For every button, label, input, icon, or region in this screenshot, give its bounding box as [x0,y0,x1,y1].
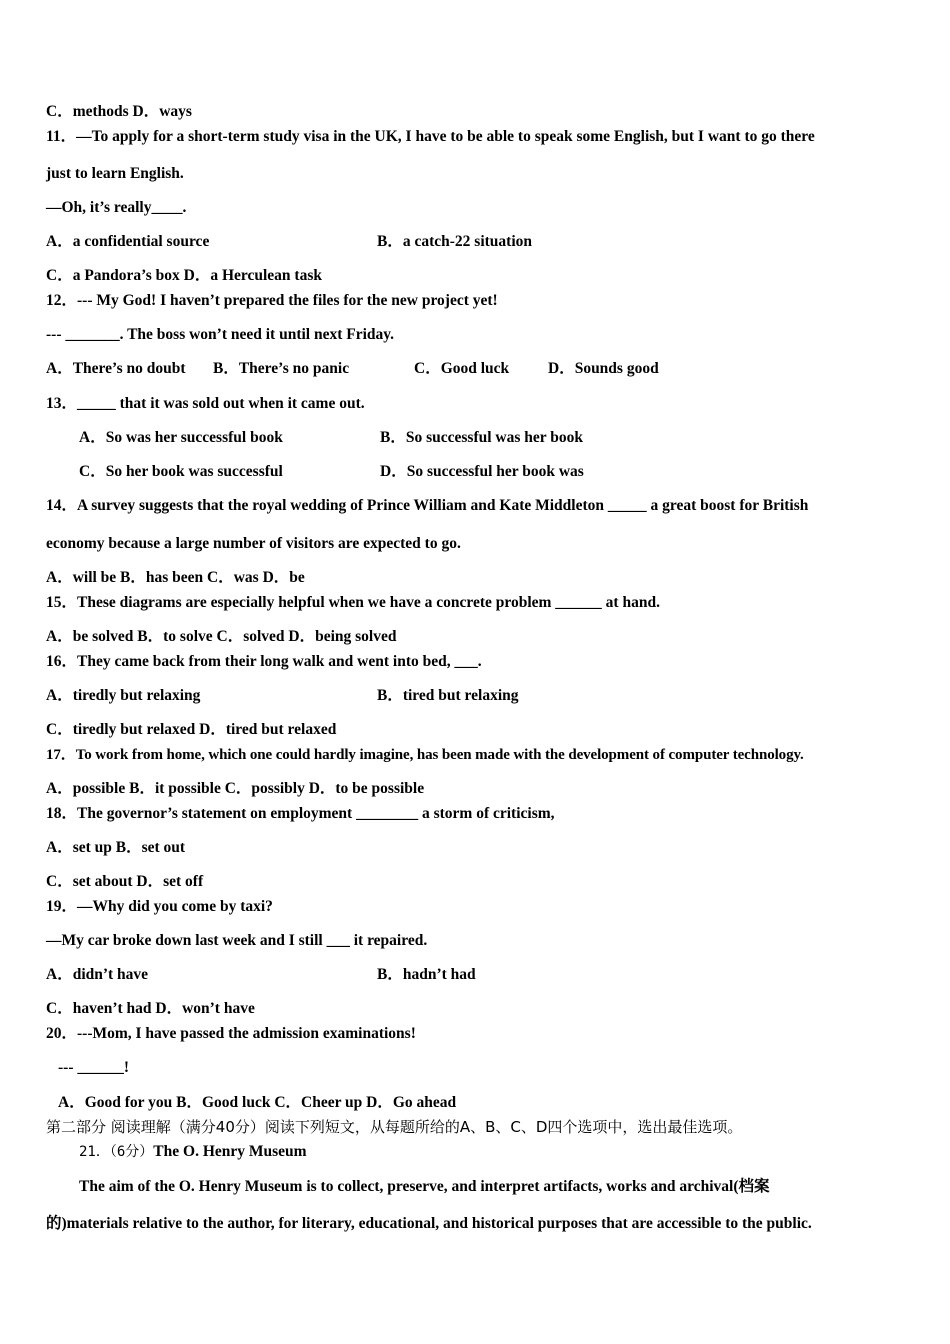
q13-option-d: D．So successful her book was [380,463,584,480]
q12-option-b: B．There’s no panic [213,360,350,377]
passage-title: The O. Henry Museum [153,1143,307,1160]
q20-stem: 20．---Mom, I have passed the admission examinations! [46,1025,416,1042]
q16-options-cd: C．tiredly but relaxed D．tired but relaxed [46,721,337,738]
q15-stem: 15．These diagrams are especially helpful when we have a concrete problem ______ at hand. [46,594,660,611]
q12-response: --- _______. The boss won’t need it until next Friday. [46,326,395,343]
q18-options-cd: C．set about D．set off [46,873,204,890]
q12-stem: 12．--- My God! I haven’t prepared the files for the new project yet! [46,292,498,309]
q12-option-d: D．Sounds good [548,360,659,377]
q17-stem: 17．To work from home, which one could hardly imagine, has been made with the development of computer technology. [46,747,804,763]
q13-option-a: A．So was her successful book [79,429,283,446]
q16-option-b: B．tired but relaxing [377,687,519,704]
q15-options: A．be solved B．to solve C．solved D．being solved [46,628,397,645]
q19-option-b: B．hadn’t had [377,966,476,983]
q10-options-cd: C．methods D．ways [46,103,192,120]
q19-options-cd: C．haven’t had D．won’t have [46,1000,255,1017]
q11-response: —Oh, it’s really____. [46,199,187,216]
q18-stem: 18．The governor’s statement on employment ________ a storm of criticism, [46,805,555,822]
q21-number: 21．（6分） [79,1144,154,1160]
q19-stem: 19．—Why did you come by taxi? [46,898,273,915]
q12-option-c: C．Good luck [414,360,510,377]
q12-option-a: A．There’s no doubt [46,360,186,377]
q11-option-b: B．a catch-22 situation [377,233,533,250]
q18-options-ab: A．set up B．set out [46,839,186,856]
q11-option-a: A．a confidential source [46,233,210,250]
q16-option-a: A．tiredly but relaxing [46,687,201,704]
q20-response: --- ______! [58,1059,130,1076]
q20-options: A．Good for you B．Good luck C．Cheer up D．Go ahead [58,1094,457,1111]
q11-stem-line1: 11．—To apply for a short-term study visa in the UK, I have to be able to speak some English, but I want to go there [46,128,815,145]
q14-options: A．will be B．has been C．was D．be [46,569,305,586]
q11-stem-line2: just to learn English. [46,165,184,182]
part2-heading: 第二部分 阅读理解（满分40分）阅读下列短文，从每题所给的A、B、C、D四个选项中，选出最佳选项。 [46,1118,743,1136]
q14-stem-line1: 14．A survey suggests that the royal wedding of Prince William and Kate Middleton _____ a great boost for British [46,497,809,514]
passage-paragraph-line1: The aim of the O. Henry Museum is to collect, preserve, and interpret artifacts, works and archival(档案 [79,1178,770,1195]
q16-stem: 16．They came back from their long walk and went into bed, ___. [46,653,482,670]
q13-option-b: B．So successful was her book [380,429,583,446]
q11-options-cd: C．a Pandora’s box D．a Herculean task [46,267,322,284]
q19-response: —My car broke down last week and I still ___ it repaired. [46,932,428,949]
q19-option-a: A．didn’t have [46,966,149,983]
q13-option-c: C．So her book was successful [79,463,283,480]
q14-stem-line2: economy because a large number of visitors are expected to go. [46,535,461,552]
q17-options: A．possible B．it possible C．possibly D．to be possible [46,780,425,797]
passage-paragraph-line2: 的)materials relative to the author, for literary, educational, and historical purposes that are accessible to the public. [46,1215,812,1232]
q13-stem: 13．_____ that it was sold out when it came out. [46,395,365,412]
q21-heading [79,1142,307,1162]
